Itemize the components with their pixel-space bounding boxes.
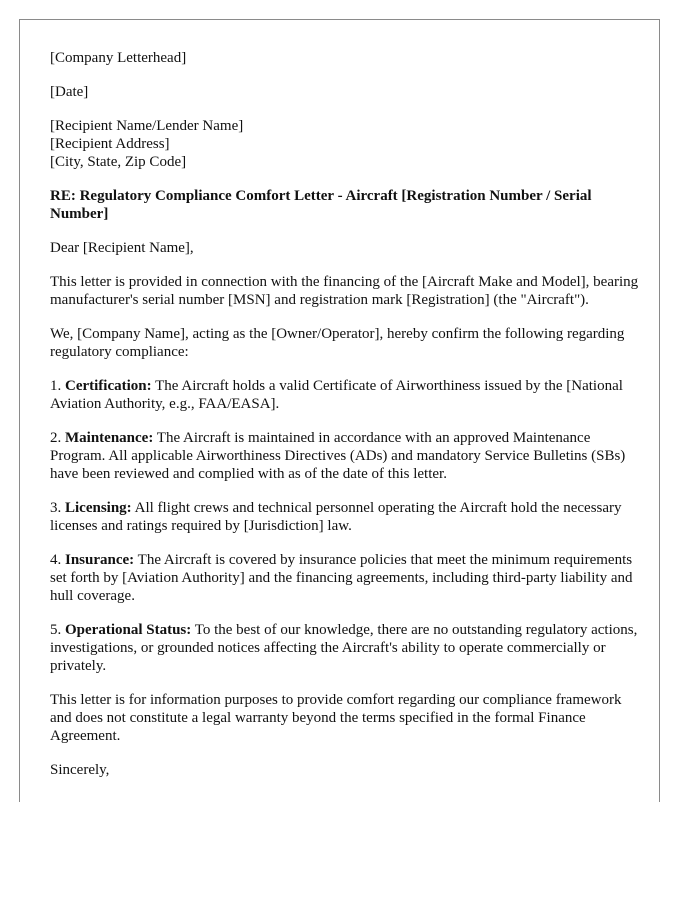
closing-paragraph: This letter is for information purposes to provide comfort regarding our compliance framework and does not constitute a legal warranty beyond the terms specified in the formal Finance Agreement.: [50, 692, 622, 744]
item-text: All flight crews and technical personnel operating the Aircraft hold the necessary licenses and ratings required by [Jurisdiction] law.: [50, 500, 622, 534]
item-heading: Operational Status:: [65, 622, 192, 638]
item-text: The Aircraft is covered by insurance policies that meet the minimum requirements set forth by [Aviation Authority] and the financing agreements, including third-party liability and hull coverage.: [50, 552, 633, 604]
signoff: Sincerely,: [50, 762, 110, 778]
company-letterhead: [Company Letterhead]: [50, 50, 187, 66]
recipient-block: [50, 117, 640, 171]
item-heading: Certification:: [65, 378, 152, 394]
compliance-item-maintenance: [50, 429, 640, 483]
item-number: 2.: [50, 430, 65, 446]
letter-page: [19, 19, 660, 802]
compliance-item-licensing: [50, 499, 640, 535]
item-text: The Aircraft is maintained in accordance with an approved Maintenance Program. All applicable Airworthiness Directives (ADs) and mandatory Service Bulletins (SBs) have been reviewed and complied with as of the date of this letter.: [50, 430, 626, 482]
item-heading: Maintenance:: [65, 430, 154, 446]
item-heading: Licensing:: [65, 500, 132, 516]
compliance-item-certification: [50, 377, 640, 413]
intro-paragraph: This letter is provided in connection with the financing of the [Aircraft Make and Model], bearing manufacturer's serial number [MSN] and registration mark [Registration] (the "Aircraft").: [50, 274, 639, 308]
item-number: 4.: [50, 552, 65, 568]
compliance-item-insurance: [50, 551, 640, 605]
item-number: 3.: [50, 500, 65, 516]
letter-date: [Date]: [50, 84, 89, 100]
letter-body: [50, 49, 640, 795]
recipient-city: [City, State, Zip Code]: [50, 154, 187, 170]
subject-line: RE: Regulatory Compliance Comfort Letter - Aircraft [Registration Number / Serial Number]: [50, 188, 592, 222]
recipient-name: [Recipient Name/Lender Name]: [50, 118, 244, 134]
item-text: To the best of our knowledge, there are no outstanding regulatory actions, investigations, or grounded notices affecting the Aircraft's ability to operate commercially or privately.: [50, 622, 638, 674]
item-number: 1.: [50, 378, 65, 394]
salutation: Dear [Recipient Name],: [50, 240, 194, 256]
compliance-item-operational-status: [50, 621, 640, 675]
item-number: 5.: [50, 622, 65, 638]
confirmation-paragraph: We, [Company Name], acting as the [Owner/Operator], hereby confirm the following regarding regulatory compliance:: [50, 326, 625, 360]
recipient-address: [Recipient Address]: [50, 136, 170, 152]
item-text: The Aircraft holds a valid Certificate of Airworthiness issued by the [National Aviation Authority, e.g., FAA/EASA].: [50, 378, 623, 412]
item-heading: Insurance:: [65, 552, 135, 568]
